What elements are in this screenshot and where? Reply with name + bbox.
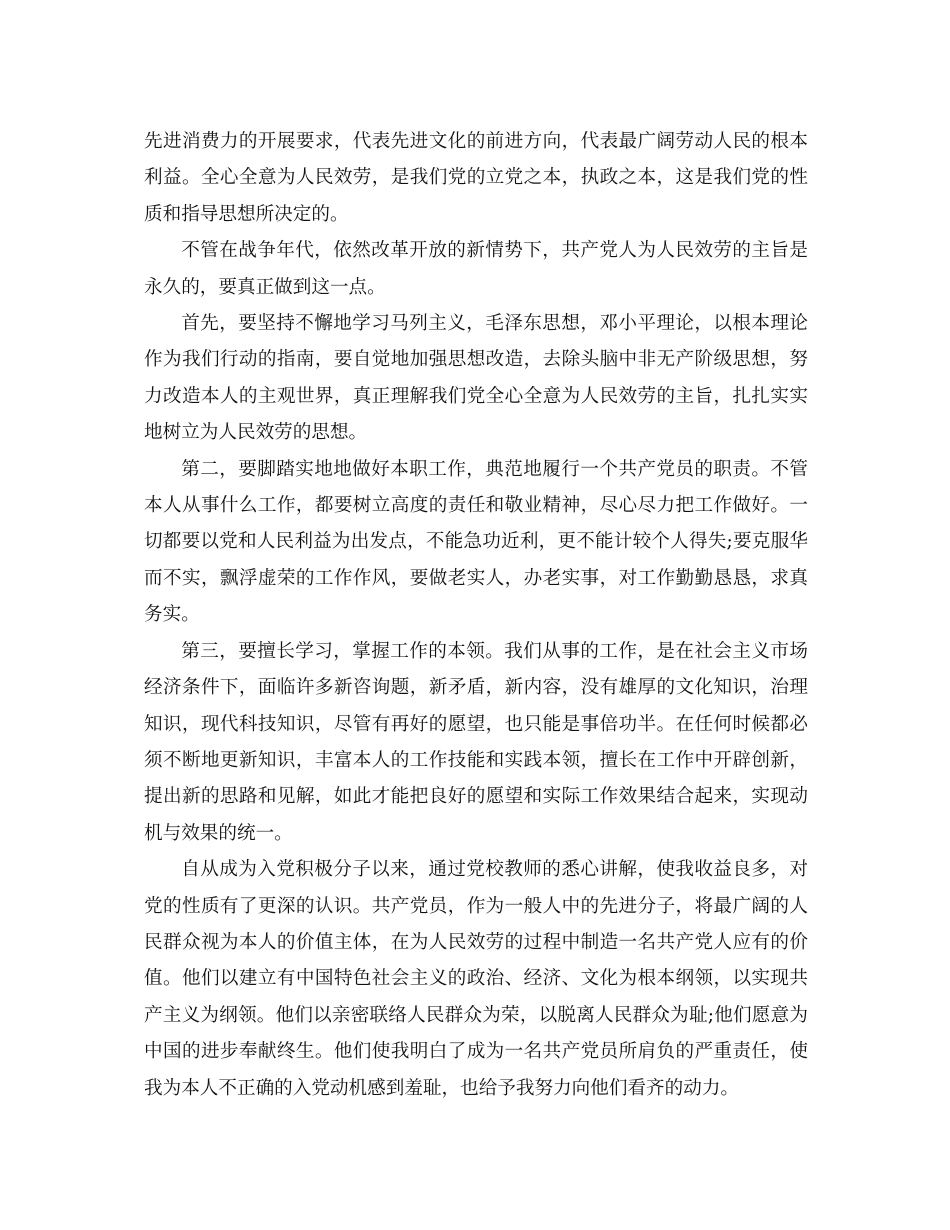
paragraph-third: 第三，要擅长学习，掌握工作的本领。我们从事的工作，是在社会主义市场经济条件下，面临许多新咨询题，新矛盾，新内容，没有雄厚的文化知识，治理知识，现代科技知识，尽管有再好的愿望，也只能是事倍功半。在任何时候都必须不断地更新知识，丰富本人的工作技能和实践本领，擅长在工作中开辟创新，提出新的思路和见解，如此才能把良好的愿望和实际工作效果结合起来，实现动机与效果的统一。: [144, 640, 808, 844]
paragraph-first: 首先，要坚持不懈地学习马列主义，毛泽东思想，邓小平理论，以根本理论作为我们行动的指南，要自觉地加强思想改造，去除头脑中非无产阶级思想，努力改造本人的主观世界，真正理解我们党全心全意为人民效劳的主旨，扎扎实实地树立为人民效劳的思想。: [144, 313, 808, 444]
paragraph-second: 第二，要脚踏实地地做好本职工作，典范地履行一个共产党员的职责。不管本人从事什么工作，都要树立高度的责任和敬业精神，尽心尽力把工作做好。一切都要以党和人民利益为出发点，不能急功近利，更不能计较个人得失;要克服华而不实，飘浮虚荣的工作作风，要做老实人，办老实事，对工作勤勤恳恳，求真务实。: [144, 458, 808, 626]
paragraph-era: 不管在战争年代，依然改革开放的新情势下，共产党人为人民效劳的主旨是永久的，要真正做到这一点。: [144, 240, 808, 298]
paragraph-reflection: 自从成为入党积极分子以来，通过党校教师的悉心讲解，使我收益良多，对党的性质有了更深的认识。共产党员，作为一般人中的先进分子，将最广阔的人民群众视为本人的价值主体，在为人民效劳的过程中制造一名共产党人应有的价值。他们以建立有中国特色社会主义的政治、经济、文化为根本纲领，以实现共产主义为纲领。他们以亲密联络人民群众为荣，以脱离人民群众为耻;他们愿意为中国的进步奉献终生。他们使我明白了成为一名共产党员所肩负的严重责任，使我为本人不正确的入党动机感到羞耻，也给予我努力向他们看齐的动力。: [144, 859, 808, 1099]
paragraph-continuation: 先进消费力的开展要求，代表先进文化的前进方向，代表最广阔劳动人民的根本利益。全心全意为人民效劳，是我们党的立党之本，执政之本，这是我们党的性质和指导思想所决定的。: [144, 131, 808, 225]
document-body: [144, 124, 808, 1107]
